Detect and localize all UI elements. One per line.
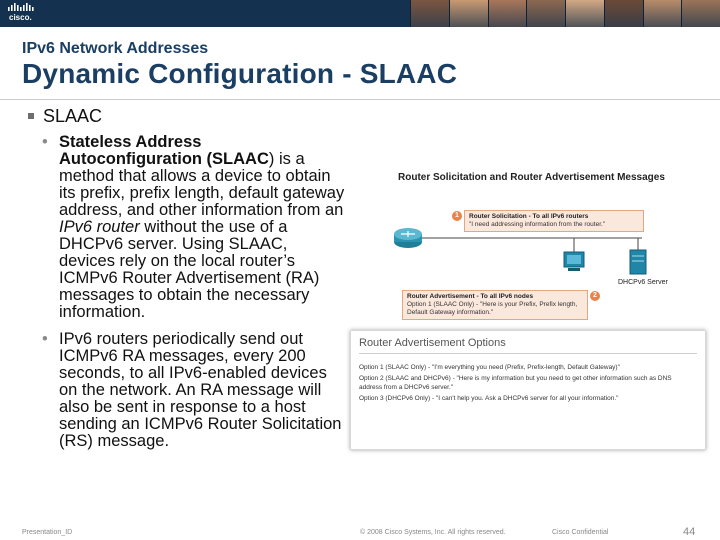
option-1: Option 1 (SLAAC Only) - "I'm everything you need (Prefix, Prefix-length, Default Gateway)" — [359, 364, 620, 371]
page-number: 44 — [683, 526, 696, 538]
title-divider — [0, 99, 720, 100]
banner-photo — [681, 0, 720, 27]
step-1-badge: 1 — [452, 211, 462, 221]
bullet-dot-icon: • — [42, 133, 48, 151]
bullet1-plain2: without the use of a DHCPv6 server. Using SLAAC, devices rely on the local router’s ICMPv6 Router Advertisement (RA) messages to obtain the necessary information. — [59, 218, 320, 321]
panel-title: Router Advertisement Options — [359, 337, 506, 349]
banner-photo — [449, 0, 488, 27]
bullet-item-slaac-definition — [42, 134, 347, 321]
option-3: Option 3 (DHCPv6 Only) - "I can't help you. Ask a DHCPv6 server for all your information." — [359, 395, 619, 402]
ra-callout — [402, 290, 588, 320]
footer-copyright: © 2008 Cisco Systems, Inc. All rights reserved. — [360, 529, 506, 536]
bullet1-italic: IPv6 router — [59, 218, 140, 236]
router-icon — [394, 228, 422, 248]
cisco-logo — [6, 3, 44, 23]
level1-bullet — [28, 106, 102, 127]
server-icon — [630, 250, 646, 274]
section-title: IPv6 Network Addresses — [22, 40, 209, 57]
top-banner — [0, 0, 720, 27]
banner-photo — [526, 0, 565, 27]
ra-callout-title: Router Advertisement - To all IPv6 nodes — [407, 293, 534, 300]
diagram-title: Router Solicitation and Router Advertisement Messages — [398, 172, 665, 183]
options-list — [359, 363, 695, 405]
ra-callout-text: Option 1 (SLAAC Only) - "Here is your Prefix, Prefix length, Default Gateway information." — [407, 301, 578, 316]
rs-callout-title: Router Solicitation - To all IPv6 routers — [469, 213, 589, 220]
banner-photo — [604, 0, 643, 27]
bullet-list — [42, 134, 347, 460]
square-bullet-icon — [28, 113, 34, 119]
banner-photo — [565, 0, 604, 27]
banner-photo — [410, 0, 449, 27]
server-label: DHCPv6 Server — [618, 279, 668, 286]
banner-photo — [643, 0, 682, 27]
svg-text:cisco.: cisco. — [9, 13, 32, 22]
pc-icon — [564, 252, 584, 271]
bullet-dot-icon: • — [42, 330, 48, 348]
bullet2-text: IPv6 routers periodically send out ICMPv6 RA messages, every 200 seconds, to all IPv6-enabled devices on the network. An RA message will also be sent in response to a host sending an ICMPv6 Router Solicitation (RS) message. — [59, 330, 342, 450]
page-title: Dynamic Configuration - SLAAC — [22, 58, 458, 89]
bullet1-plain1: ) is a method that allows a device to obtain its prefix, prefix length, default gateway address, and other information from an — [59, 150, 345, 219]
rs-ra-diagram — [392, 166, 682, 326]
rs-callout-text: "I need addressing information from the router." — [469, 221, 606, 228]
level1-text: SLAAC — [43, 106, 103, 126]
bullet1-bold: Stateless Address Autoconfiguration (SLAAC — [59, 133, 269, 168]
panel-divider — [359, 353, 697, 354]
footer-presentation-id: Presentation_ID — [22, 529, 73, 536]
step-2-badge: 2 — [590, 291, 600, 301]
photo-strip — [410, 0, 720, 27]
banner-photo — [488, 0, 527, 27]
footer-confidential: Cisco Confidential — [552, 529, 609, 536]
ra-options-panel — [350, 330, 706, 450]
bullet-item-ra-messages — [42, 331, 347, 450]
option-2: Option 2 (SLAAC and DHCPv6) - "Here is my information but you need to get other information such as DNS address from a DHCPv6 server." — [359, 375, 672, 391]
